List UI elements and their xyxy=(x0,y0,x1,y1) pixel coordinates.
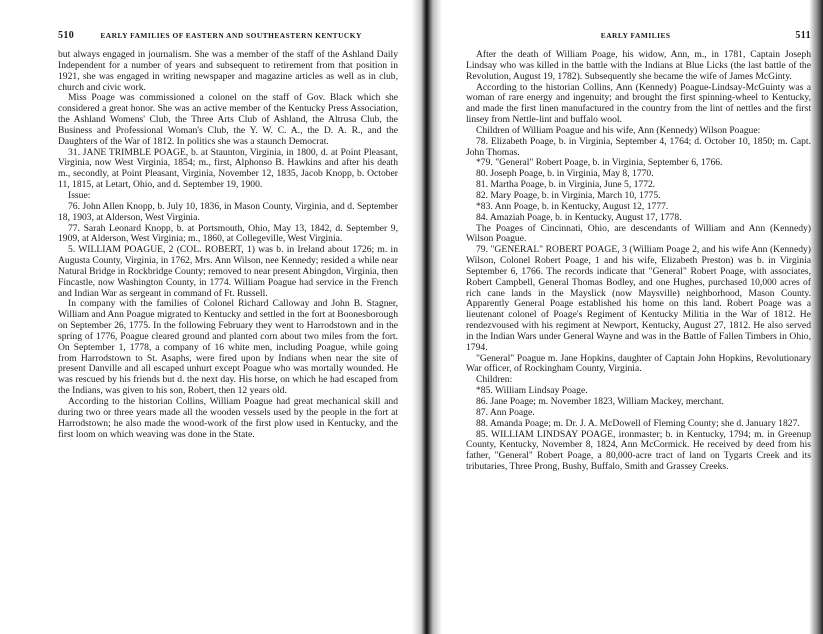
running-head: EARLY FAMILIES xyxy=(600,31,671,40)
page-number: 510 xyxy=(58,30,75,41)
paragraph: 86. Jane Poage; m. November 1823, William Mackey, merchant. xyxy=(476,396,724,407)
page-edge-shadow xyxy=(809,0,823,634)
paragraph: *83. Ann Poage, b. in Kentucky, August 12, 1777. xyxy=(476,200,669,212)
paragraph: Miss Poage was commissioned a colonel on the staff of Gov. Black which she considered a great honor. She was an active member of the Kentucky Press Association, the Ashland Womens' Club, the Three Arts Club of Ashland, the Altrusa Club, the Business and Professional Woman's Club, the Y. W. C. A., the D. A. R., and the Daughters of the War of 1812. In politics she was a staunch Democrat. xyxy=(58,92,398,147)
left-page-header xyxy=(58,30,398,41)
right-page xyxy=(466,30,811,473)
paragraph: 82. Mary Poage, b. in Virginia, March 10, 1775. xyxy=(476,189,661,201)
paragraph: but always engaged in journalism. She was a member of the staff of the Ashland Daily Independent for a number of years and subsequent to retirement from that position in 1921, she was engaged in writing newspaper and magazine articles as well as in club, church and civic work. xyxy=(58,49,398,93)
page-number: 511 xyxy=(795,30,811,41)
paragraph: 81. Martha Poage, b. in Virginia, June 5, 1772. xyxy=(476,179,656,191)
paragraph: According to the historian Collins, William Poague had great mechanical skill and during two or three years made all the wooden vessels used by the people in the fort at Harrodstown; he also made the wood-work of the first plow used in Kentucky, and the first loom on which weaving was done in the State. xyxy=(58,396,398,440)
paragraph: 5. WILLIAM POAGUE, 2 (COL. ROBERT, 1) was b. in Ireland about 1726; m. in Augusta County, Virginia, in 1762, Mrs. Ann Wilson, nee Kennedy; resided a while near Natural Bridge in Rockbridge County; removed to near present Abingdon, Virginia, then Fincastle, now Washington County, in 1774. William Poague had service in the French and Indian War as sergeant in command of Ft. Russell. xyxy=(58,244,398,299)
paragraph: *85. William Lindsay Poage. xyxy=(476,385,588,397)
paragraph: 88. Amanda Poage; m. Dr. J. A. McDowell of Fleming County; she d. January 1827. xyxy=(476,417,800,429)
paragraph: 77. Sarah Leonard Knopp, b. at Portsmouth, Ohio, May 13, 1842, d. September 9, 1909, at Alderson, West Virginia; m., 1860, at Collegeville, West Virginia. xyxy=(58,222,398,245)
paragraph: According to the historian Collins, Ann (Kennedy) Poague-Lindsay-McGuinty was a woman of rare energy and ingenuity; and brought the first spinning-wheel to Kentucky, and made the first linen manufactured in the country from the lint of nettles and the first linsey from Nettle-lint and buffalo wool. xyxy=(466,81,811,126)
paragraph: 84. Amaziah Poage, b. in Kentucky, August 17, 1778. xyxy=(476,211,682,223)
paragraph: 80. Joseph Poage, b. in Virginia, May 8, 1770. xyxy=(476,168,654,180)
left-page xyxy=(58,30,398,440)
running-head: EARLY FAMILIES OF EASTERN AND SOUTHEASTERN KENTUCKY xyxy=(100,31,362,40)
paragraph: The Poages of Cincinnati, Ohio, are descendants of William and Ann (Kennedy) Wilson Poague. xyxy=(466,222,811,245)
paragraph: After the death of William Poage, his widow, Ann, m., in 1781, Captain Joseph Lindsay who was killed in the battle with the Indians at Blue Licks (the last battle of the Revolution, August 19, 1782). Subsequently she became the wife of James McGinty. xyxy=(466,49,811,82)
left-page-body xyxy=(58,50,398,440)
paragraph: 78. Elizabeth Poage, b. in Virginia, September 4, 1764; d. October 10, 1850; m. Capt. John Thomas. xyxy=(466,135,811,158)
paragraph: 79. "GENERAL" ROBERT POAGE, 3 (William Poage 2, and his wife Ann (Kennedy) Wilson, Colonel Robert Poage, 1 and his wife, Elizabeth Preston) was b. in Virginia September 6, 1766. The records indicate that "General" Robert Poage, with associates, Robert Campbell, General Thomas Bodley, and one Hughes, purchased 10,000 acres of rich cane lands in the Mayslick (now Maysville) neighborhood, Mason County. Apparently General Poage established his home on this land. Robert Poage was a lieutenant colonel of Poage's Regiment of Kentucky Militia in the War of 1812. He rendezvoused with his regiment at Newport, Kentucky, August 27, 1812. He also served in the Indian Wars under General Wayne and was in the Battle of Fallen Timbers in Ohio, 1794. xyxy=(466,244,811,353)
paragraph: Children: xyxy=(476,374,513,386)
paragraph: 31. JANE TRIMBLE POAGE, b. at Staunton, Virginia, in 1800, d. at Point Pleasant, Virginia, now West Virginia, 1854; m., first, Alphonso B. Hawkins and after his death m., secondly, at Point Pleasant, Virginia, November 12, 1835, Jacob Knopp, b. October 11, 1815, at Letart, Ohio, and d. September 19, 1900. xyxy=(58,146,398,191)
paragraph: "General" Poague m. Jane Hopkins, daughter of Captain John Hopkins, Revolutionary War officer, of Rockingham County, Virginia. xyxy=(466,352,811,375)
paragraph: Children of William Poague and his wife, Ann (Kennedy) Wilson Poague: xyxy=(476,124,761,136)
book-gutter xyxy=(412,0,442,634)
paragraph: *79. "General" Robert Poage, b. in Virginia, September 6, 1766. xyxy=(476,157,723,169)
paragraph: Issue: xyxy=(68,189,91,201)
paragraph: 85. WILLIAM LINDSAY POAGE, ironmaster; b. in Kentucky, 1794; m. in Greenup County, Kentucky, November 8, 1824, Ann McCormick. He received by deed from his father, "General" Robert Poage, a 80,000-acre tract of land on Tygarts Creek and its tributaries, Three Prong, Bushy, Buffalo, Smith and Grassey Creeks. xyxy=(466,428,811,473)
paragraph: 76. John Allen Knopp, b. July 10, 1836, in Mason County, Virginia, and d. September 18, 1903, at Alderson, West Virginia. xyxy=(58,200,398,223)
paragraph: In company with the families of Colonel Richard Calloway and John B. Stagner, William and Ann Poague migrated to Kentucky and settled in the fort at Boonesborough on September 26, 1775. In the following February they went to Harrodstown and in the spring of 1776, Poague cleared ground and planted corn about two miles from the fort. On September 1, 1778, a company of 16 white men, including Poague, while going from Harrodstown to St. Asaphs, were fired upon by Indians when near the site of present Danville and all escaped unhurt except Poague who was mortally wounded. He was rescued by his friends but d. the next day. His horse, on which he had escaped from the Indians, was given to his son, Robert, then 12 years old. xyxy=(58,298,398,397)
paragraph: 87. Ann Poage. xyxy=(476,406,535,418)
right-page-header xyxy=(466,30,811,41)
right-page-body xyxy=(466,50,811,473)
